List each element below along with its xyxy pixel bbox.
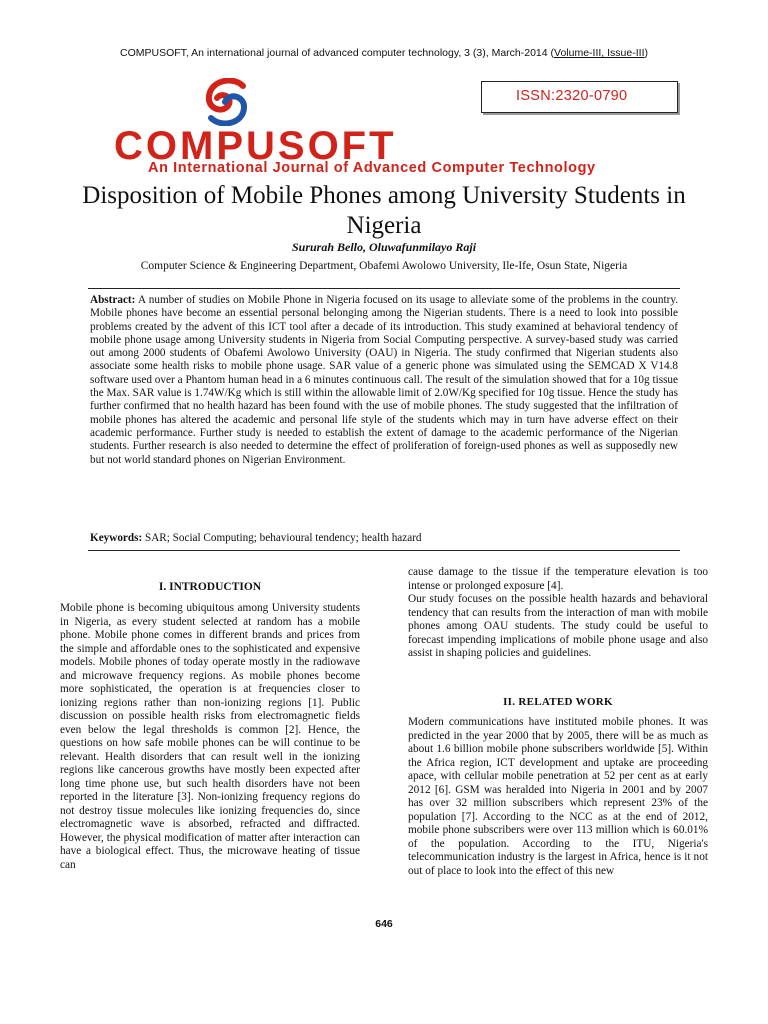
logo-wordmark: COMPUSOFT (114, 124, 397, 168)
keywords (90, 532, 678, 545)
journal-header: COMPUSOFT, An international journal of advanced computer technology, 3 (3), March-2014 (Volume-III, Issue-III) (120, 47, 648, 59)
volume-issue-link[interactable]: Volume-III, Issue-III (554, 47, 645, 59)
page-number: 646 (375, 918, 393, 930)
abstract-text: A number of studies on Mobile Phone in Nigeria focused on its usage to alleviate some of the problems in the country. Mobile phones have become an essential personal belonging among the Nigerian students. There is a need to look into possible problems created by the advent of this ICT tool after a decade of its introduction. This study examined at behavioral tendency of mobile phone usage among University students in Nigeria from Social Computing perspective. A survey-based study was carried out among 2000 students of Obafemi Awolowo University (OAU) in Nigeria. The study confirmed that Nigerian students also associate some health risks to mobile phone usage. SAR value of a generic phone was simulated using the SEMCAD X V14.8 software used over a Phantom human head in a 6 minutes continuous call. The result of the simulation showed that for a 10g tissue the Max. SAR value is 1.74W/Kg which is still within the allowable limit of 2.0W/Kg specified for 10g tissue. Hence the study has further confirmed that no health hazard has been found with the use of mobile phones. The study suggested that the infiltration of mobile phones has altered the academic and personal life style of the students which may in turn have adverse effect on their academic performance. Further study is needed to establish the extent of damage to the academic performance of the Nigerian students. Further research is also needed to determine the effect of proliferation of foreign-used phones as well as supposedly new but not world standard phones on Nigerian Environment. (90, 294, 678, 466)
compusoft-swirl-logo-icon (203, 78, 249, 126)
paper-title: Disposition of Mobile Phones among University Students in Nigeria (82, 182, 686, 239)
issn-box (481, 81, 678, 113)
introduction-paragraph: Mobile phone is becoming ubiquitous among University students in Nigeria, as every student selected at random has a mobile phone. Mobile phone comes in different brands and prices from the simple and affordable ones to the sophisticated and expensive models. Mobile phones of today operate mostly in the radiowave and microwave frequency regions. As mobile phones become more sophisticated, the operation is at frequencies closer to ionizing regions rather than non-ionizing regions [1]. Public discussion on possible health risks from electromagnetic fields even below the legal thresholds is common [2]. Hence, the questions on how safe mobile phones can be will continue to be relevant. Health disorders that can result well in the ionizing regions like cancerous growths have mostly been expected after long time phone use, but such health disorders have not been reported in the literature [3]. Non-ionizing frequency regions do not destroy tissue molecules like ionizing frequencies do, since electromagnetic wave is absorbed, refracted and diffracted. However, the physical modification of matter after interaction can have a biological effect. Thus, the microwave heating of tissue can (60, 602, 360, 871)
abstract-label: Abstract: (90, 294, 136, 306)
related-work-body (408, 716, 708, 878)
introduction-body (60, 602, 360, 872)
continued-paragraph: cause damage to the tissue if the temperature elevation is too intense or prolonged exposure [4]. (408, 566, 708, 592)
related-work-paragraph: Modern communications have instituted mobile phones. It was predicted in the year 2000 that by 2005, there will be as much as about 1.6 billion mobile phone subscribers worldwide [5]. Within the Africa region, ICT development and uptake are proceeding apace, with cellular mobile penetration at 52 per cent as at early 2012 [6]. GSM was heralded into Nigeria in 2001 and by 2007 has over 32 million subscribers which represent 23% of the population [7]. According to the NCC as at the end of 2012, mobile phone subscribers were over 113 million which is 60.01% of the population. According to the ITU, Nigeria's telecommunication industry is the largest in Africa, hence is it not out of place to look into the effect of this new (408, 716, 708, 877)
affiliation: Computer Science & Engineering Department, Obafemi Awolowo University, Ile-Ife, Osun State, Nigeria (140, 260, 628, 272)
related-work-heading: II. RELATED WORK (503, 696, 613, 708)
abstract-top-rule (88, 288, 680, 289)
keywords-bottom-rule (88, 550, 680, 551)
abstract (90, 294, 678, 467)
keywords-label: Keywords: (90, 532, 143, 544)
logo-tagline: An International Journal of Advanced Computer Technology (148, 160, 596, 176)
issn-text: ISSN:2320-0790 (516, 88, 628, 104)
study-focus-paragraph: Our study focuses on the possible health hazards and behavioral tendency that can results from the interaction of man with mobile phones among OAU students. The study could be useful to forecast impending implications of mobile phone usage and also assist in shaping policies and guidelines. (408, 593, 708, 659)
keywords-text: SAR; Social Computing; behavioural tendency; health hazard (142, 532, 422, 544)
introduction-heading: I. INTRODUCTION (158, 581, 262, 593)
right-column-top (408, 566, 708, 661)
authors: Sururah Bello, Oluwafunmilayo Raji (291, 240, 477, 254)
